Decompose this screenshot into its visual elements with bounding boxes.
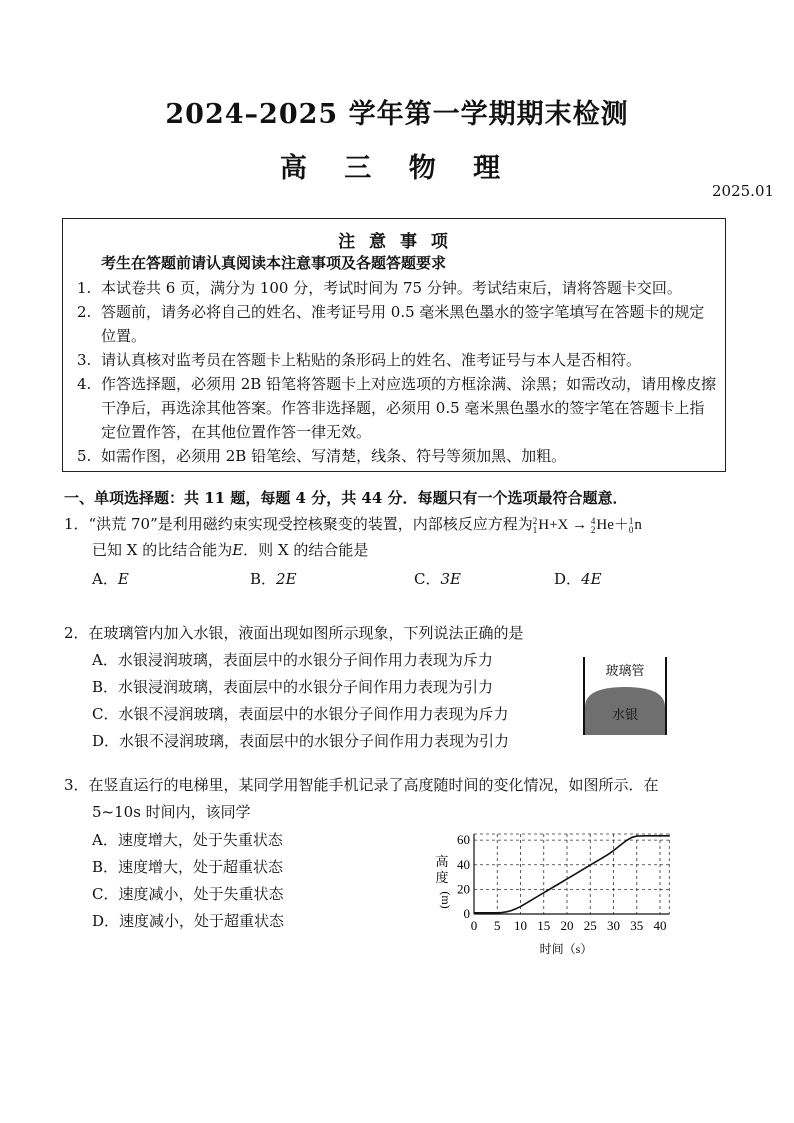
notice-item-text: 请认真核对监考员在答题卡上粘贴的条形码上的姓名、准考证号与本人是否相符。 [101, 351, 642, 369]
y-axis-label-char: 高 [435, 854, 449, 869]
option-3d[interactable]: D．速度减小，处于超重状态 [92, 912, 285, 930]
question-3-text: 在竖直运行的电梯里，某同学用智能手机记录了高度随时间的变化情况，如图所示．在 [88, 776, 659, 794]
notice-item-text: 答题前，请务必将自己的姓名、准考证号用 0.5 毫米黑色墨水的签字笔填写在答题卡的规定位置。 [101, 303, 705, 345]
glass-tube-figure [576, 655, 680, 737]
section-heading: 一、单项选择题：共 11 题，每题 4 分，共 44 分．每题只有一个选项最符合题意． [64, 489, 628, 507]
exam-subject: 高 三 物 理 [279, 153, 515, 184]
question-1-text: “洪荒 70”是利用磁约束实现受控核聚变的装置，内部核反应方程为 [88, 515, 533, 533]
y-tick-label: 20 [457, 881, 470, 897]
notice-box [62, 218, 726, 472]
option-2c[interactable]: C．水银不浸润玻璃，表面层中的水银分子间作用力表现为斥力 [92, 705, 509, 723]
option-1b[interactable]: B．2E [250, 570, 297, 588]
option-3c[interactable]: C．速度减小，处于失重状态 [92, 885, 284, 903]
notice-item-number: 1. [77, 279, 92, 297]
notice-item-number: 2. [77, 303, 92, 321]
exam-title: 2024–2025 学年第一学期期末检测 [165, 99, 629, 130]
height-time-chart [428, 822, 708, 960]
option-2b[interactable]: B．水银浸润玻璃，表面层中的水银分子间作用力表现为引力 [92, 678, 494, 696]
y-axis-unit: (m) [439, 891, 453, 909]
notice-item-number: 3. [77, 351, 92, 369]
notice-item-number: 4. [77, 375, 92, 393]
question-3-line-1 [64, 774, 659, 796]
question-number: 2． [64, 624, 89, 642]
height-time-chart-svg [428, 822, 708, 960]
arrow-icon: → [572, 517, 588, 533]
option-2d[interactable]: D．水银不浸润玻璃，表面层中的水银分子间作用力表现为引力 [92, 732, 510, 750]
x-tick-label: 15 [537, 918, 551, 933]
option-1d[interactable]: D．4E [554, 570, 602, 588]
x-tick-label: 25 [583, 918, 597, 933]
notice-item-text: 如需作图，必须用 2B 铅笔绘、写清楚，线条、符号等须加黑、加粗。 [101, 447, 567, 465]
notice-item-number: 5. [77, 447, 92, 465]
x-tick-label: 20 [560, 918, 574, 933]
question-1-line-2: 已知 X 的比结合能为E．则 X 的结合能是 [92, 541, 369, 559]
question-number: 1． [64, 515, 89, 533]
question-3-line-2: 5~10s 时间内，该同学 [92, 803, 251, 821]
question-2-text: 在玻璃管内加入水银，液面出现如图所示现象，下列说法正确的是 [88, 624, 524, 642]
notice-subtitle: 考生在答题前请认真阅读本注意事项及各题答题要求 [101, 254, 447, 272]
exam-date: 2025.01 [712, 182, 775, 200]
mercury-label: 水银 [611, 708, 639, 723]
option-1c[interactable]: C．3E [414, 570, 461, 588]
y-tick-label: 40 [457, 856, 470, 872]
question-number: 3． [64, 776, 89, 794]
question-2-stem [64, 622, 524, 644]
x-axis-label: 时间（s） [539, 942, 593, 956]
height-series-line [474, 836, 669, 913]
option-1a[interactable]: A．E [92, 570, 129, 588]
glass-tube-diagram [576, 655, 680, 737]
option-3a[interactable]: A．速度增大，处于失重状态 [92, 831, 283, 849]
x-tick-label: 10 [514, 918, 527, 933]
notice-title: 注 意 事 项 [338, 232, 452, 252]
y-tick-label: 60 [457, 832, 470, 848]
x-tick-label: 35 [630, 918, 644, 933]
tube-label: 玻璃管 [605, 664, 645, 679]
question-1-line-1 [64, 513, 744, 536]
y-axis-label-char: 度 [435, 870, 449, 885]
x-tick-label: 0 [470, 918, 478, 933]
x-tick-label: 40 [653, 918, 667, 933]
notice-item-text: 本试卷共 6 页，满分为 100 分，考试时间为 75 分钟。考试结束后，请将答题卡交回。 [101, 279, 682, 297]
nuclear-equation: 2 1 H+X → 4 2 He＋ 1 0 n [532, 515, 642, 535]
x-tick-label: 30 [607, 918, 620, 933]
option-2a[interactable]: A．水银浸润玻璃，表面层中的水银分子间作用力表现为斥力 [92, 651, 493, 669]
x-tick-label: 5 [494, 918, 501, 933]
y-tick-label: 0 [463, 906, 470, 921]
notice-item-text: 作答选择题，必须用 2B 铅笔将答题卡上对应选项的方框涂满、涂黑；如需改动，请用橡皮擦干净后，再选涂其他答案。作答非选择题，必须用 0.5 毫米黑色墨水的签字笔在答题卡上指定位置作答，在其他位置作答一律无效。 [101, 375, 717, 441]
option-3b[interactable]: B．速度增大，处于超重状态 [92, 858, 284, 876]
